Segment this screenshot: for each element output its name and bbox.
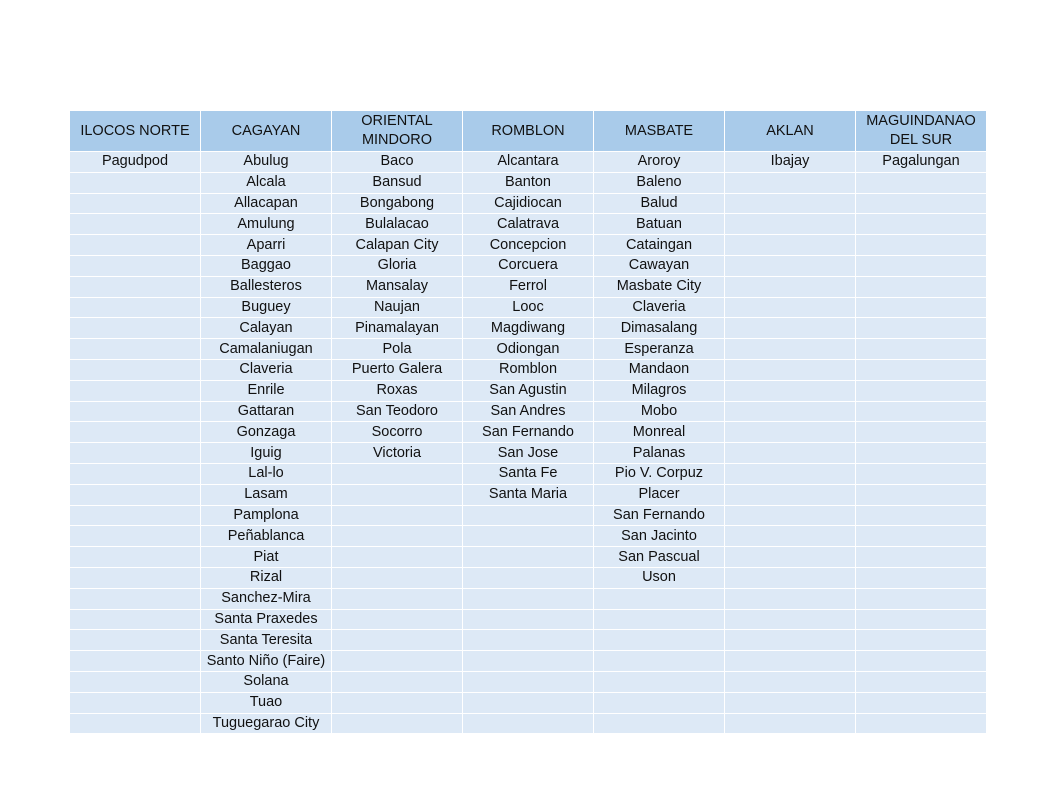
table-row [70,484,987,505]
table-cell [463,651,594,672]
table-cell [70,505,201,526]
table-cell: Santo Niño (Faire) [201,651,332,672]
table-cell: Ferrol [463,276,594,297]
table-cell [70,484,201,505]
table-cell: Naujan [332,297,463,318]
table-row [70,567,987,588]
table-body [70,152,987,734]
table-cell [725,588,856,609]
column-header-masbate: MASBATE [594,111,725,152]
table-cell [725,463,856,484]
table-cell [725,193,856,214]
table-cell [856,713,987,734]
table-cell: Monreal [594,422,725,443]
table-cell [332,651,463,672]
table-cell [725,609,856,630]
table-row [70,152,987,173]
table-cell: Calayan [201,318,332,339]
table-row [70,235,987,256]
table-cell [856,671,987,692]
table-row [70,713,987,734]
table-cell [70,547,201,568]
table-cell [70,255,201,276]
table-cell [725,484,856,505]
table-cell: Calatrava [463,214,594,235]
table-cell [70,214,201,235]
table-cell [463,713,594,734]
table-cell: Buguey [201,297,332,318]
table-cell: San Fernando [594,505,725,526]
table-cell [463,671,594,692]
table-cell: Tuguegarao City [201,713,332,734]
table-cell: Uson [594,567,725,588]
table-cell [856,359,987,380]
table-cell [856,443,987,464]
table-cell: Placer [594,484,725,505]
table-cell [725,401,856,422]
table-cell [463,567,594,588]
table-cell: Santa Teresita [201,630,332,651]
table-row [70,526,987,547]
table-cell [70,359,201,380]
table-cell [725,651,856,672]
table-cell: Dimasalang [594,318,725,339]
table-cell: Cawayan [594,255,725,276]
table-cell: Pola [332,339,463,360]
table-cell [856,463,987,484]
table-row [70,547,987,568]
table-cell [725,671,856,692]
table-cell [332,526,463,547]
table-cell [70,339,201,360]
table-cell: Pinamalayan [332,318,463,339]
table-cell [70,588,201,609]
table-row [70,401,987,422]
table-cell [725,380,856,401]
table-cell: Alcantara [463,152,594,173]
table-cell [70,713,201,734]
table-cell [856,505,987,526]
table-cell [725,255,856,276]
table-cell: Balud [594,193,725,214]
table-row [70,609,987,630]
table-cell [725,339,856,360]
table-cell: Puerto Galera [332,359,463,380]
table-cell [856,339,987,360]
table-cell [594,671,725,692]
table-cell: Cataingan [594,235,725,256]
table-cell: Santa Maria [463,484,594,505]
table-cell [856,235,987,256]
table-cell: Roxas [332,380,463,401]
table-cell [594,713,725,734]
table-cell [594,692,725,713]
table-row [70,276,987,297]
table-cell: Gattaran [201,401,332,422]
table-cell: Pamplona [201,505,332,526]
table-cell: Baleno [594,172,725,193]
table-cell: Tuao [201,692,332,713]
table-cell [594,588,725,609]
header-row [70,111,987,152]
table-cell [856,547,987,568]
table-cell [725,505,856,526]
table-cell: Ibajay [725,152,856,173]
table-cell: Pagudpod [70,152,201,173]
table-row [70,172,987,193]
table-row [70,297,987,318]
table-cell [856,526,987,547]
table-cell [856,588,987,609]
table-cell [463,505,594,526]
table-cell: San Agustin [463,380,594,401]
table-cell [725,567,856,588]
table-cell [332,505,463,526]
table-cell [725,214,856,235]
table-cell [463,692,594,713]
table-cell [463,630,594,651]
table-cell [856,692,987,713]
table-cell [594,609,725,630]
table-cell [725,297,856,318]
table-cell: Claveria [594,297,725,318]
table-cell: Bongabong [332,193,463,214]
table-cell: Sanchez-Mira [201,588,332,609]
table-cell: Santa Fe [463,463,594,484]
table-cell: Banton [463,172,594,193]
table-cell: Lasam [201,484,332,505]
table-cell: Socorro [332,422,463,443]
table-cell: Gloria [332,255,463,276]
table-cell [856,567,987,588]
table-cell: Rizal [201,567,332,588]
table-cell [332,567,463,588]
municipalities-table [69,110,987,734]
table-cell [70,692,201,713]
table-cell [856,422,987,443]
table-cell: Ballesteros [201,276,332,297]
table-cell [725,359,856,380]
table-cell: Aparri [201,235,332,256]
table-cell: Baco [332,152,463,173]
table-cell [856,609,987,630]
table-cell [70,193,201,214]
table-row [70,505,987,526]
table-cell [856,255,987,276]
table-cell [70,443,201,464]
table-cell: Camalaniugan [201,339,332,360]
table-header [70,111,987,152]
table-cell [594,651,725,672]
column-header-cagayan: CAGAYAN [201,111,332,152]
table-cell: Iguig [201,443,332,464]
table-cell: Gonzaga [201,422,332,443]
table-cell [70,297,201,318]
table-cell: Santa Praxedes [201,609,332,630]
table-cell [70,401,201,422]
table-cell [70,276,201,297]
table-cell [332,630,463,651]
table-cell [332,609,463,630]
table-cell [70,380,201,401]
table-cell: Looc [463,297,594,318]
table-cell [856,172,987,193]
table-cell [70,235,201,256]
table-cell [856,630,987,651]
table-cell [70,630,201,651]
table-cell [70,463,201,484]
table-cell [725,422,856,443]
table-row [70,651,987,672]
table-row [70,359,987,380]
table-cell: Romblon [463,359,594,380]
table-cell: Aroroy [594,152,725,173]
table-cell: Bansud [332,172,463,193]
table-cell: Magdiwang [463,318,594,339]
table-cell [725,172,856,193]
table-cell: Solana [201,671,332,692]
table-cell [332,692,463,713]
table-cell: Odiongan [463,339,594,360]
table-cell: Piat [201,547,332,568]
table-cell [70,609,201,630]
table-cell [332,671,463,692]
table-cell [70,422,201,443]
table-row [70,255,987,276]
table-cell: Abulug [201,152,332,173]
table-cell [725,276,856,297]
table-cell: Enrile [201,380,332,401]
table-cell [463,609,594,630]
table-cell: Amulung [201,214,332,235]
table-cell [725,692,856,713]
table-cell [70,172,201,193]
table-cell [725,630,856,651]
table-cell: San Pascual [594,547,725,568]
table-cell: Bulalacao [332,214,463,235]
table-cell: Pagalungan [856,152,987,173]
table-row [70,422,987,443]
table-cell [332,463,463,484]
table-cell: San Jacinto [594,526,725,547]
table-cell: Esperanza [594,339,725,360]
table-row [70,193,987,214]
table-cell: Allacapan [201,193,332,214]
table-cell [856,214,987,235]
table-cell [594,630,725,651]
table-cell [463,588,594,609]
table-cell: San Jose [463,443,594,464]
table-cell [856,484,987,505]
table-cell: Cajidiocan [463,193,594,214]
table-cell: Palanas [594,443,725,464]
table-cell: San Teodoro [332,401,463,422]
table-cell: Claveria [201,359,332,380]
column-header-aklan: AKLAN [725,111,856,152]
table-cell [856,193,987,214]
table-cell [70,651,201,672]
table-cell: Baggao [201,255,332,276]
column-header-maguindanao-del-sur: MAGUINDANAO DEL SUR [856,111,987,152]
column-header-romblon: ROMBLON [463,111,594,152]
table-cell: Mandaon [594,359,725,380]
table-cell: Mobo [594,401,725,422]
table-cell: Peñablanca [201,526,332,547]
table-cell: Alcala [201,172,332,193]
table-cell: Batuan [594,214,725,235]
table-cell [725,235,856,256]
table-cell [70,318,201,339]
table-cell [463,547,594,568]
table-cell [332,547,463,568]
table-cell [725,526,856,547]
table-row [70,443,987,464]
table-cell [856,276,987,297]
table-cell: Corcuera [463,255,594,276]
table-cell: Masbate City [594,276,725,297]
table-cell: Calapan City [332,235,463,256]
municipalities-table-container [69,110,986,734]
table-row [70,380,987,401]
table-cell: Concepcion [463,235,594,256]
table-cell [856,297,987,318]
table-cell [70,567,201,588]
table-row [70,588,987,609]
table-cell [856,651,987,672]
table-cell [332,484,463,505]
table-cell [856,401,987,422]
table-cell [332,713,463,734]
table-row [70,318,987,339]
table-cell [725,318,856,339]
table-cell: San Fernando [463,422,594,443]
table-cell [463,526,594,547]
table-cell [725,443,856,464]
table-row [70,671,987,692]
table-row [70,630,987,651]
table-row [70,339,987,360]
table-row [70,463,987,484]
table-cell: San Andres [463,401,594,422]
table-cell [856,380,987,401]
table-cell [725,713,856,734]
table-cell [725,547,856,568]
table-cell: Mansalay [332,276,463,297]
table-cell [70,671,201,692]
table-row [70,214,987,235]
table-row [70,692,987,713]
table-cell [70,526,201,547]
table-cell: Milagros [594,380,725,401]
column-header-oriental-mindoro: ORIENTAL MINDORO [332,111,463,152]
table-cell: Lal-lo [201,463,332,484]
column-header-ilocos-norte: ILOCOS NORTE [70,111,201,152]
table-cell: Victoria [332,443,463,464]
table-cell [332,588,463,609]
table-cell: Pio V. Corpuz [594,463,725,484]
table-cell [856,318,987,339]
